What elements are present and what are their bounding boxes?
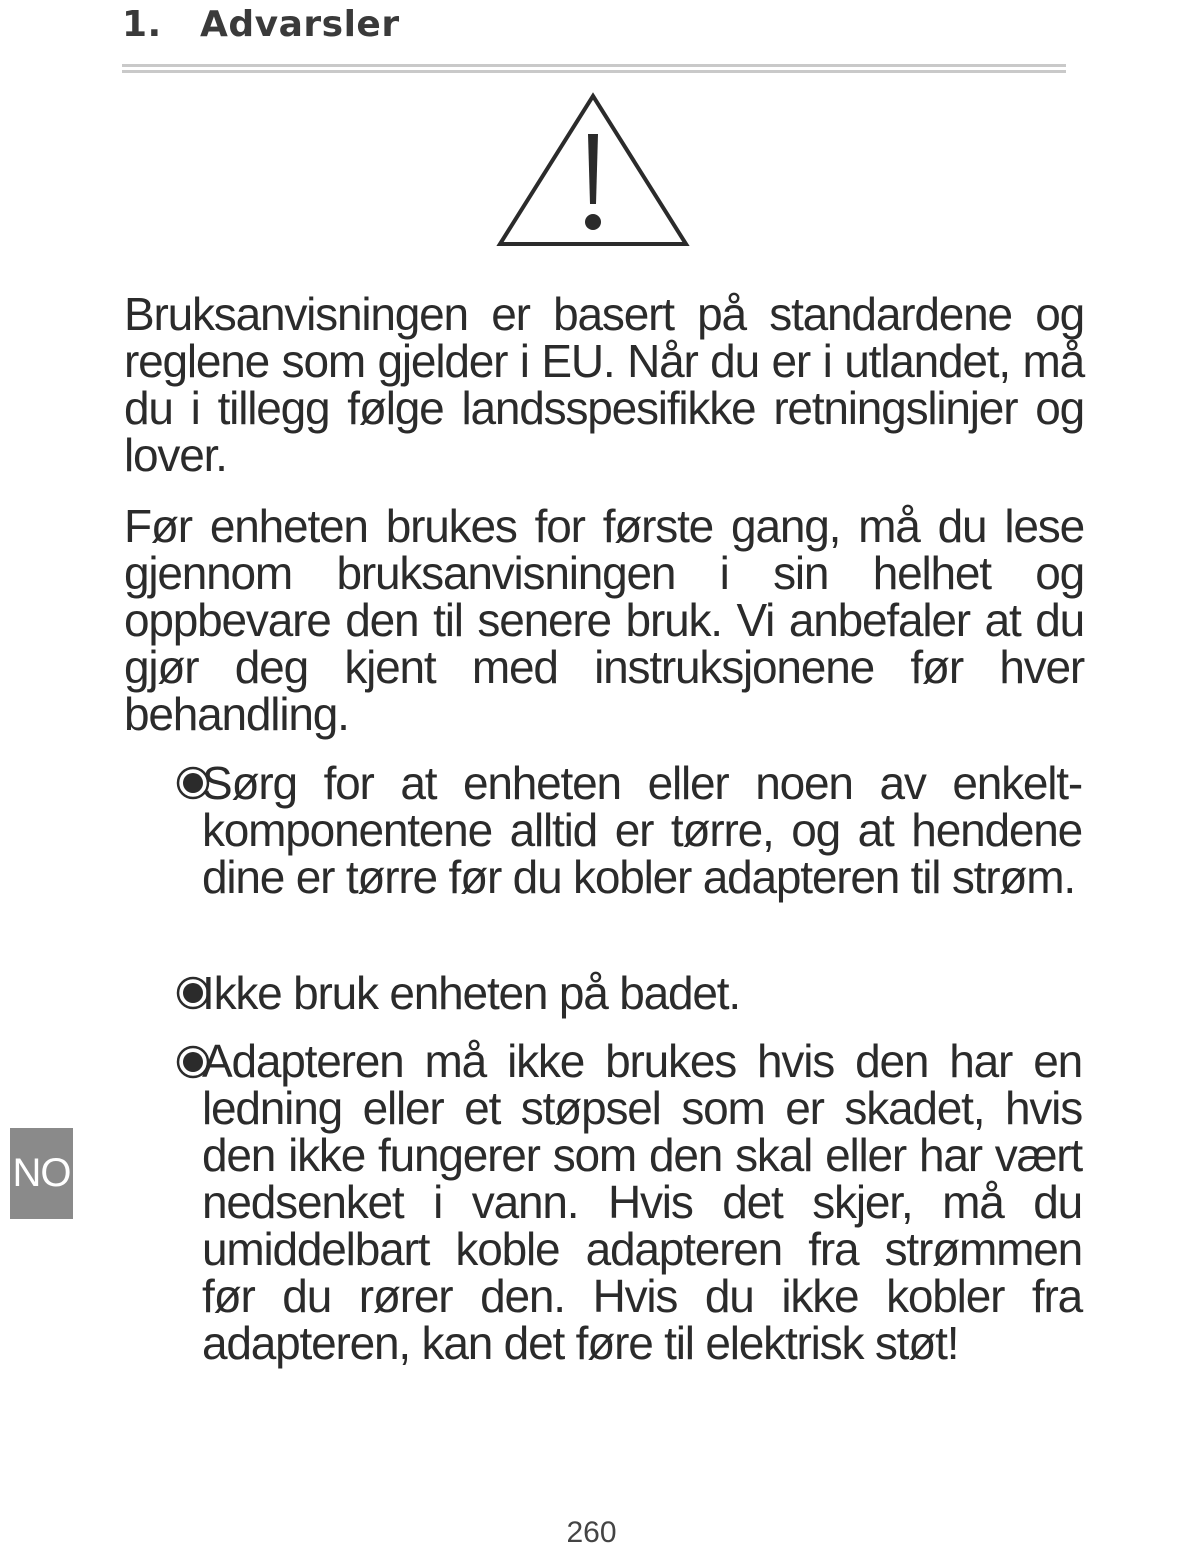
section-heading [122, 4, 400, 45]
page-number: 260 [566, 1516, 617, 1549]
bullet-item-dry-components: Sørg for at enheten eller noen av enkelt-komponentene alltid er tørre, og at hendene dine er tørre før du kobler adapteren til strøm. [202, 757, 1082, 903]
heading-rule-top [122, 64, 1066, 67]
heading-rule-bottom [122, 70, 1066, 73]
section-number: 1. [122, 4, 162, 45]
intro-paragraph: Bruksanvisningen er basert på standardene og reglene som gjelder i EU. Når du er i utlandet, må du i tillegg følge landsspesifikke retningslinjer og lover. [124, 288, 1084, 481]
section-title: Advarsler [200, 4, 400, 45]
bullet-item-no-bathroom: Ikke bruk enheten på badet. [202, 967, 740, 1019]
bullet-item-damaged-adapter: Adapteren må ikke brukes hvis den har en ledning eller et støpsel som er skadet, hvis den ikke fungerer som den skal eller har vært nedsenket i vann. Hvis det skjer, må du umiddelbart koble adapteren fra strømmen før du rører den. Hvis du ikke kobler fra adapteren, kan det føre til elektrisk støt! [202, 1035, 1082, 1369]
instructions-paragraph: Før enheten brukes for første gang, må du lese gjennom bruksanvisningen i sin helhet og oppbevare den til senere bruk. Vi anbefaler at du gjør deg kjent med instruksjonene før hver behandling. [124, 500, 1084, 740]
language-tab: NO [10, 1128, 73, 1219]
warning-triangle-icon [496, 92, 690, 248]
